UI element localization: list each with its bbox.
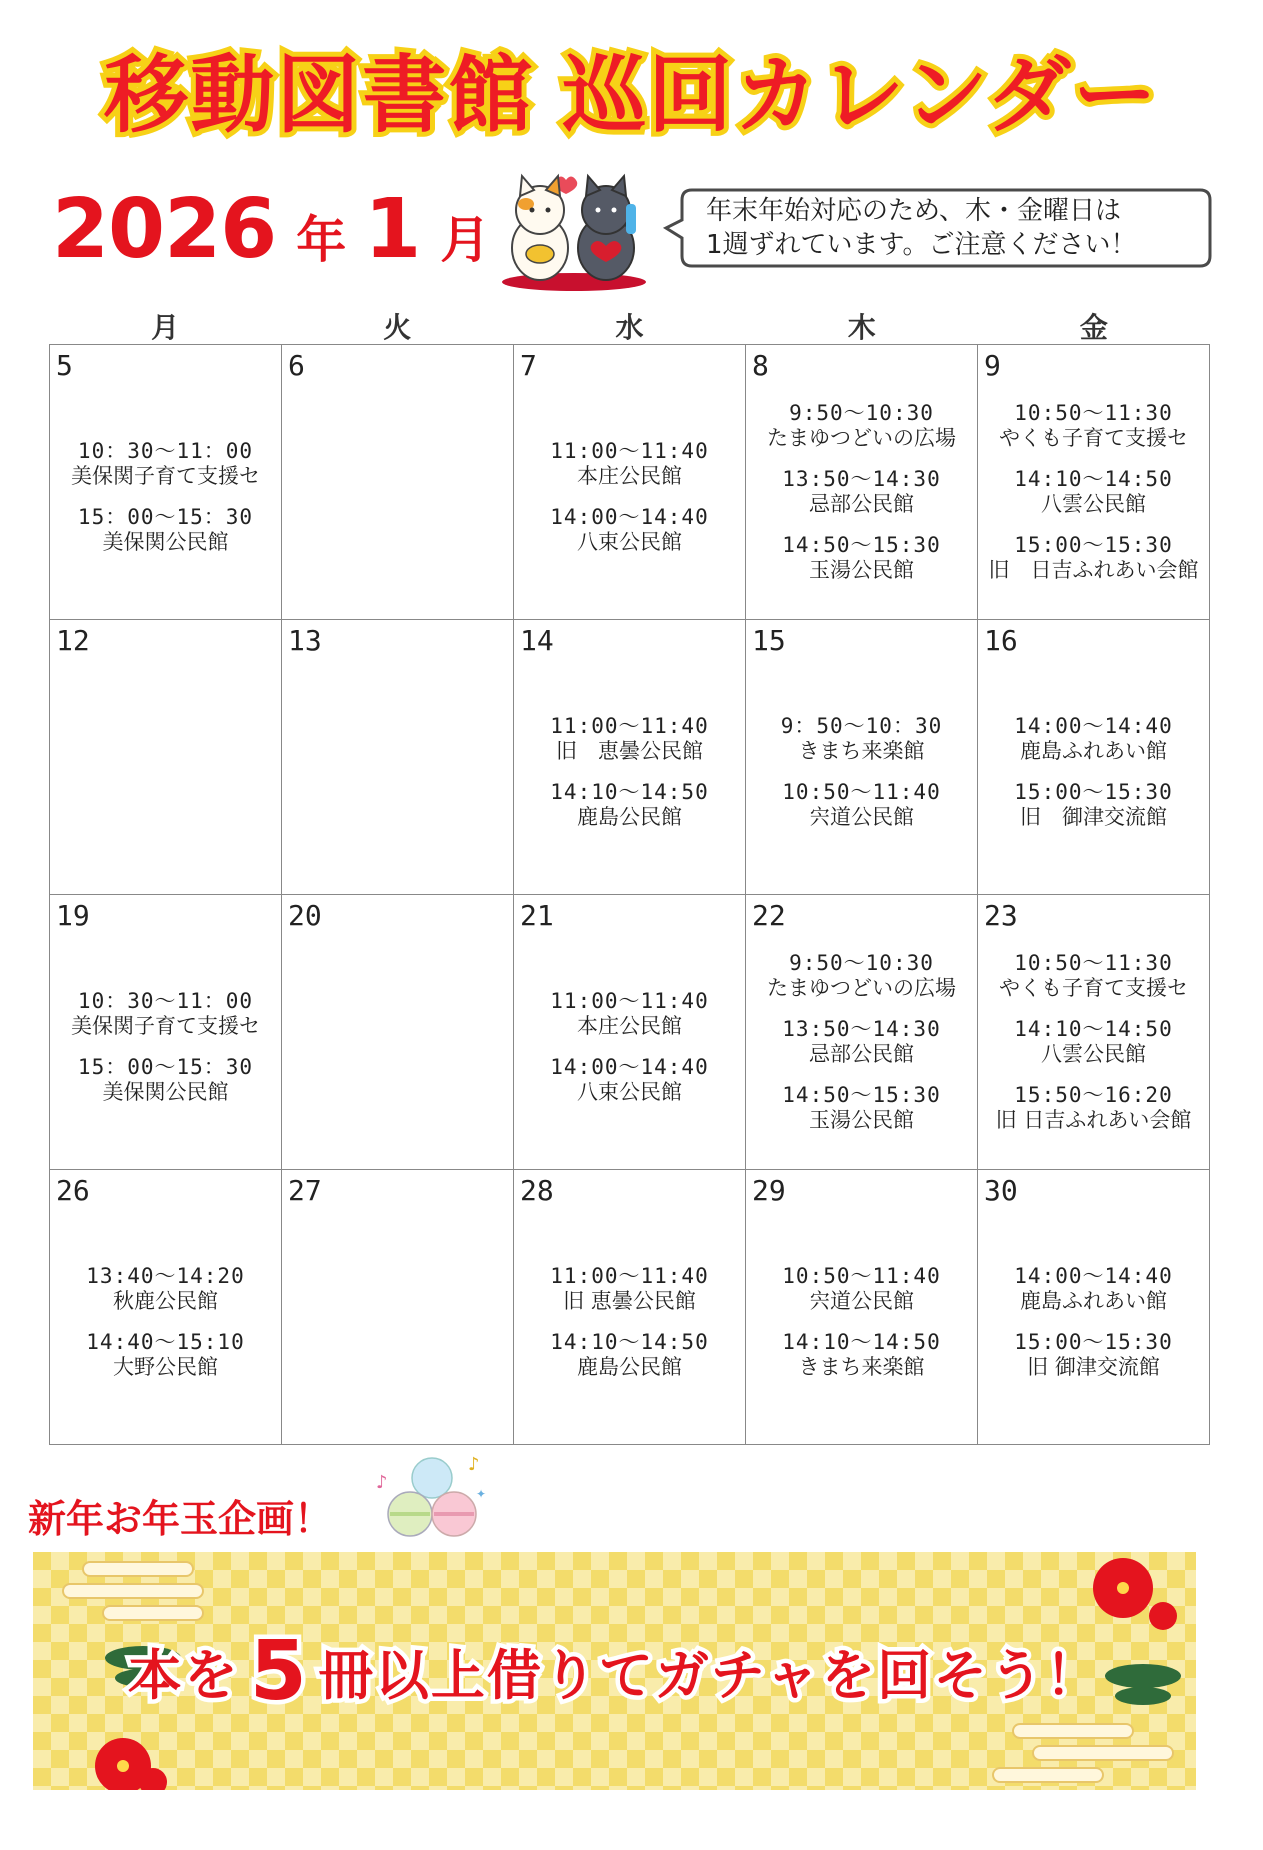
day-number: 5 xyxy=(56,349,73,382)
stop-place: やくも子育て支援セ xyxy=(999,976,1188,1000)
stop-time: 10：30～11：00 xyxy=(77,439,254,463)
stop-time: 13:50～14:30 xyxy=(782,1017,941,1041)
schedule-entry xyxy=(50,989,281,1039)
stop-place: 旧 恵曇公民館 xyxy=(556,739,703,763)
day-number: 23 xyxy=(984,899,1018,932)
stop-time: 15：00～15：30 xyxy=(77,505,254,529)
title-part1: 移動図書館 xyxy=(104,46,535,144)
stop-time: 15:00～15:30 xyxy=(1014,1330,1173,1354)
calendar-day-cell xyxy=(50,620,282,895)
schedule-entry xyxy=(514,1055,745,1105)
schedule-entry xyxy=(50,1330,281,1380)
title-part2: 巡回カレンダー xyxy=(562,46,1159,144)
schedule-entry xyxy=(514,1264,745,1314)
stop-place: 八束公民館 xyxy=(577,1080,682,1104)
stop-place: 旧 日吉ふれあい会館 xyxy=(988,558,1199,582)
day-number: 13 xyxy=(288,624,322,657)
schedule-entry xyxy=(50,439,281,489)
schedule-entry xyxy=(746,1017,977,1067)
calendar-day-cell xyxy=(978,895,1210,1170)
calendar-day-cell xyxy=(514,1170,746,1445)
calendar-week-row xyxy=(50,620,1210,895)
stop-time: 14:00～14:40 xyxy=(550,505,709,529)
calendar-day-cell xyxy=(282,345,514,620)
stop-place: 鹿島ふれあい館 xyxy=(1020,739,1167,763)
day-number: 21 xyxy=(520,899,554,932)
stop-time: 14:10～14:50 xyxy=(550,780,709,804)
day-number: 7 xyxy=(520,349,537,382)
calendar-day-cell xyxy=(514,895,746,1170)
stop-time: 15：00～15：30 xyxy=(77,1055,254,1079)
schedule-entry xyxy=(978,1017,1209,1067)
year-number: 2026 xyxy=(52,182,277,277)
day-events xyxy=(514,989,745,1121)
calendar-day-cell xyxy=(282,620,514,895)
stop-place: 美保関子育て支援セ xyxy=(71,1014,260,1038)
stop-place: 宍道公民館 xyxy=(809,805,914,829)
stop-time: 11:00～11:40 xyxy=(550,714,709,738)
calendar-day-cell xyxy=(50,345,282,620)
stop-place: 大野公民館 xyxy=(113,1355,218,1379)
day-number: 6 xyxy=(288,349,305,382)
stop-place: たまゆつどいの広場 xyxy=(767,426,956,450)
schedule-entry xyxy=(746,951,977,1001)
stop-time: 9:50～10:30 xyxy=(789,951,934,975)
calendar-day-cell xyxy=(978,1170,1210,1445)
calendar-day-cell xyxy=(978,345,1210,620)
stop-time: 15:50～16:20 xyxy=(1014,1083,1173,1107)
gacha-balls-illustration xyxy=(372,1454,487,1549)
stop-time: 13:50～14:30 xyxy=(782,467,941,491)
notice-text xyxy=(706,194,1166,262)
banner-number: 5 xyxy=(249,1623,309,1719)
stop-time: 9：50～10：30 xyxy=(780,714,943,738)
svg-text:✦: ✦ xyxy=(476,1487,487,1501)
lucky-cats-illustration xyxy=(500,170,648,292)
stop-time: 14:10～14:50 xyxy=(550,1330,709,1354)
schedule-entry xyxy=(746,1264,977,1314)
day-events xyxy=(514,714,745,846)
day-events xyxy=(978,401,1209,599)
schedule-entry xyxy=(978,467,1209,517)
schedule-entry xyxy=(978,780,1209,830)
stop-place: 本庄公民館 xyxy=(577,1014,682,1038)
schedule-entry xyxy=(514,505,745,555)
day-number: 28 xyxy=(520,1174,554,1207)
stop-time: 9:50～10:30 xyxy=(789,401,934,425)
stop-time: 11:00～11:40 xyxy=(550,989,709,1013)
schedule-entry xyxy=(978,714,1209,764)
stop-place: 美保関公民館 xyxy=(102,1080,229,1104)
day-number: 30 xyxy=(984,1174,1018,1207)
day-events xyxy=(978,714,1209,846)
stop-place: 玉湯公民館 xyxy=(809,558,914,582)
stop-place: 鹿島ふれあい館 xyxy=(1020,1289,1167,1313)
day-number: 12 xyxy=(56,624,90,657)
day-number: 20 xyxy=(288,899,322,932)
stop-place: 美保関子育て支援セ xyxy=(71,464,260,488)
schedule-entry xyxy=(514,989,745,1039)
stop-place: 本庄公民館 xyxy=(577,464,682,488)
stop-place: 忌部公民館 xyxy=(809,1042,914,1066)
calendar-day-cell xyxy=(514,620,746,895)
day-events xyxy=(978,951,1209,1149)
stop-time: 14:10～14:50 xyxy=(1014,467,1173,491)
stop-place: 八雲公民館 xyxy=(1041,1042,1146,1066)
stop-time: 10:50～11:40 xyxy=(782,780,941,804)
schedule-entry xyxy=(978,1330,1209,1380)
notice-line2: 1週ずれています。ご注意ください！ xyxy=(706,230,1137,260)
stop-place: 美保関公民館 xyxy=(102,530,229,554)
weekday-label: 水 xyxy=(615,311,644,344)
stop-time: 13:40～14:20 xyxy=(86,1264,245,1288)
schedule-entry xyxy=(50,1264,281,1314)
calendar-day-cell xyxy=(746,1170,978,1445)
weekday-label: 金 xyxy=(1079,311,1108,344)
month-number: 1 xyxy=(364,182,421,277)
svg-text:♪: ♪ xyxy=(468,1454,480,1475)
stop-time: 14:00～14:40 xyxy=(1014,1264,1173,1288)
promo-banner-text xyxy=(33,1552,1196,1790)
schedule-entry xyxy=(746,467,977,517)
day-number: 15 xyxy=(752,624,786,657)
schedule-entry xyxy=(746,1083,977,1133)
stop-time: 14:40～15:10 xyxy=(86,1330,245,1354)
promo-banner xyxy=(33,1552,1196,1790)
day-number: 27 xyxy=(288,1174,322,1207)
stop-place: 秋鹿公民館 xyxy=(113,1289,218,1313)
weekday-label: 木 xyxy=(847,311,876,344)
day-number: 14 xyxy=(520,624,554,657)
day-number: 9 xyxy=(984,349,1001,382)
calendar-day-cell xyxy=(978,620,1210,895)
schedule-entry xyxy=(514,780,745,830)
stop-place: 旧 日吉ふれあい会館 xyxy=(995,1108,1192,1132)
stop-place: 八雲公民館 xyxy=(1041,492,1146,516)
day-number: 16 xyxy=(984,624,1018,657)
stop-place: 八束公民館 xyxy=(577,530,682,554)
schedule-entry xyxy=(514,1330,745,1380)
stop-time: 11:00～11:40 xyxy=(550,1264,709,1288)
year-month-heading xyxy=(52,182,490,277)
day-number: 8 xyxy=(752,349,769,382)
calendar-grid xyxy=(49,344,1210,1445)
schedule-entry xyxy=(746,780,977,830)
day-events xyxy=(746,1264,977,1396)
page-title xyxy=(0,28,1263,149)
notice-line1: 年末年始対応のため、木・金曜日は xyxy=(706,196,1121,226)
stop-time: 14:10～14:50 xyxy=(782,1330,941,1354)
schedule-entry xyxy=(978,533,1209,583)
calendar-week-row xyxy=(50,895,1210,1170)
stop-time: 15:00～15:30 xyxy=(1014,780,1173,804)
stop-time: 10:50～11:30 xyxy=(1014,401,1173,425)
schedule-entry xyxy=(746,401,977,451)
schedule-entry xyxy=(978,951,1209,1001)
svg-text:♪: ♪ xyxy=(376,1472,388,1493)
calendar-day-cell xyxy=(746,620,978,895)
stop-place: 玉湯公民館 xyxy=(809,1108,914,1132)
banner-post: 冊以上借りてガチャを回そう！ xyxy=(318,1643,1102,1707)
stop-place: きまち来楽館 xyxy=(798,1355,925,1379)
stop-time: 14:50～15:30 xyxy=(782,1083,941,1107)
stop-time: 14:50～15:30 xyxy=(782,533,941,557)
day-events xyxy=(746,714,977,846)
calendar-day-cell xyxy=(282,895,514,1170)
calendar-day-cell xyxy=(514,345,746,620)
stop-place: たまゆつどいの広場 xyxy=(767,976,956,1000)
stop-place: 鹿島公民館 xyxy=(577,805,682,829)
weekday-header-row xyxy=(49,306,1210,342)
weekday-label: 火 xyxy=(383,311,412,344)
stop-place: 旧 御津交流館 xyxy=(1027,1355,1160,1379)
day-events xyxy=(746,401,977,599)
calendar-week-row xyxy=(50,345,1210,620)
year-unit: 年 xyxy=(296,211,347,269)
stop-place: やくも子育て支援セ xyxy=(999,426,1188,450)
day-events xyxy=(50,1264,281,1396)
schedule-entry xyxy=(978,1083,1209,1133)
schedule-entry xyxy=(50,505,281,555)
schedule-entry xyxy=(746,533,977,583)
schedule-entry xyxy=(978,1264,1209,1314)
schedule-entry xyxy=(746,1330,977,1380)
stop-time: 10：30～11：00 xyxy=(77,989,254,1013)
schedule-entry xyxy=(50,1055,281,1105)
stop-time: 10:50～11:40 xyxy=(782,1264,941,1288)
schedule-entry xyxy=(746,714,977,764)
stop-time: 14:00～14:40 xyxy=(550,1055,709,1079)
day-number: 26 xyxy=(56,1174,90,1207)
calendar-day-cell xyxy=(746,895,978,1170)
weekday-label: 月 xyxy=(151,311,180,344)
stop-place: 旧 御津交流館 xyxy=(1020,805,1167,829)
day-events xyxy=(514,439,745,571)
day-number: 22 xyxy=(752,899,786,932)
stop-time: 11:00～11:40 xyxy=(550,439,709,463)
day-events xyxy=(50,439,281,571)
calendar-week-row xyxy=(50,1170,1210,1445)
stop-time: 14:10～14:50 xyxy=(1014,1017,1173,1041)
promo-heading: 新年お年玉企画！ xyxy=(28,1497,333,1541)
day-number: 29 xyxy=(752,1174,786,1207)
day-events xyxy=(514,1264,745,1396)
calendar-day-cell xyxy=(50,1170,282,1445)
day-events xyxy=(746,951,977,1149)
day-events xyxy=(50,989,281,1121)
schedule-entry xyxy=(978,401,1209,451)
stop-place: 忌部公民館 xyxy=(809,492,914,516)
stop-time: 14:00～14:40 xyxy=(1014,714,1173,738)
calendar-day-cell xyxy=(50,895,282,1170)
stop-place: 宍道公民館 xyxy=(809,1289,914,1313)
schedule-entry xyxy=(514,439,745,489)
stop-time: 10:50～11:30 xyxy=(1014,951,1173,975)
day-events xyxy=(978,1264,1209,1396)
stop-place: 旧 恵曇公民館 xyxy=(563,1289,696,1313)
calendar-day-cell xyxy=(746,345,978,620)
banner-pre: 本を xyxy=(127,1643,240,1707)
stop-place: きまち来楽館 xyxy=(798,739,925,763)
day-number: 19 xyxy=(56,899,90,932)
month-unit: 月 xyxy=(440,211,491,269)
stop-time: 15:00～15:30 xyxy=(1014,533,1173,557)
stop-place: 鹿島公民館 xyxy=(577,1355,682,1379)
schedule-entry xyxy=(514,714,745,764)
calendar-day-cell xyxy=(282,1170,514,1445)
